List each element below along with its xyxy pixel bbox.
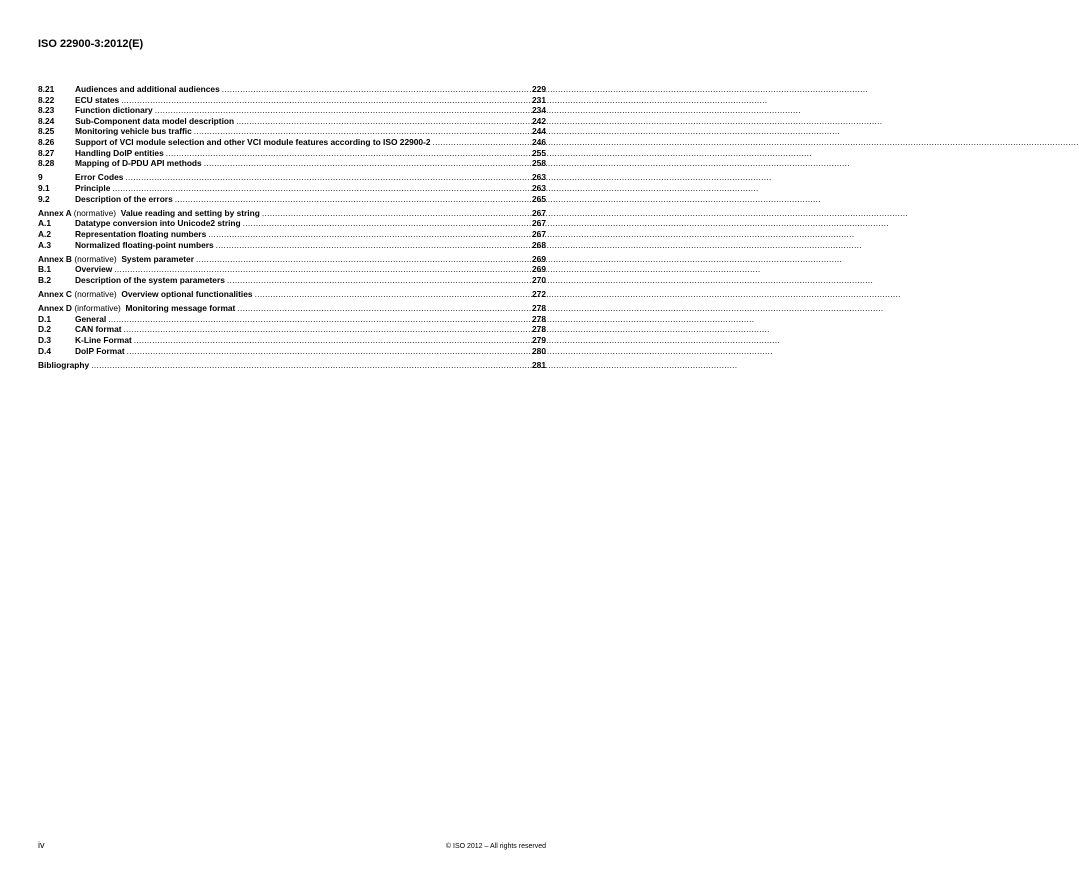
toc-entry[interactable] (38, 218, 546, 229)
dot-leader (243, 218, 530, 229)
toc-page-number: 263 (532, 182, 546, 193)
toc-entry-title: General (75, 313, 107, 324)
dot-leader (124, 324, 530, 335)
toc-entry-number: D.3 (38, 335, 52, 346)
toc-entry[interactable] (38, 116, 546, 127)
dot-leader (108, 314, 530, 325)
toc-entry[interactable] (38, 183, 546, 194)
dot-leader (208, 229, 530, 240)
toc-entry-title: Function dictionary (75, 105, 153, 116)
toc-entry-title (38, 289, 253, 300)
toc-entry-number: A.3 (38, 239, 52, 250)
dot-leader (121, 95, 530, 106)
dot-leader (175, 194, 530, 205)
toc-page-number: 231 (532, 94, 546, 105)
toc-entry-title: Principle (75, 182, 111, 193)
toc-entry-title: K-Line Format (75, 335, 132, 346)
toc-page-number: 265 (532, 193, 546, 204)
toc-entry-number: 9 (38, 172, 43, 183)
toc-page-number: 268 (532, 239, 546, 250)
toc-entry-number: D.2 (38, 324, 52, 335)
toc-page-number: 255 (532, 147, 546, 158)
toc-entry-title (38, 360, 89, 371)
dot-leader (216, 240, 530, 251)
toc-entry-number: 8.22 (38, 94, 55, 105)
toc-page-number: 234 (532, 105, 546, 116)
annex-qualifier: (normative) (74, 253, 117, 264)
dot-leader (194, 126, 530, 137)
toc-annex-entry[interactable] (38, 360, 546, 371)
toc-entry[interactable] (38, 158, 546, 169)
toc-entry-number: A.2 (38, 228, 52, 239)
toc-entry[interactable] (38, 240, 546, 251)
dot-leader (125, 172, 530, 183)
annex-label: Bibliography (38, 359, 90, 370)
toc-group (38, 303, 546, 356)
toc-page-number: 272 (532, 289, 546, 300)
toc-page-number: 242 (532, 115, 546, 126)
toc-entry-number: B.1 (38, 264, 52, 275)
annex-label: Annex C (38, 289, 72, 300)
toc-group (38, 289, 546, 300)
dot-leader (204, 158, 530, 169)
toc-entry-title: Handling DoIP entities (75, 147, 164, 158)
dot-leader (237, 303, 530, 314)
toc-entry[interactable] (38, 84, 546, 95)
dot-leader (166, 148, 530, 159)
toc-page-number: 278 (532, 324, 546, 335)
toc-group (38, 254, 546, 286)
toc-entry-number: D.1 (38, 313, 52, 324)
toc-entry-number: 8.24 (38, 115, 55, 126)
toc-page-number: 263 (532, 172, 546, 183)
toc-page-number: 278 (532, 313, 546, 324)
toc-entry-title: Description of the errors (75, 193, 173, 204)
dot-leader (196, 254, 530, 265)
toc-entry[interactable] (38, 126, 546, 137)
toc-entry-number: 8.23 (38, 105, 55, 116)
annex-title: Monitoring message format (125, 303, 236, 314)
dot-leader (127, 346, 530, 357)
toc-page-number: 269 (532, 253, 546, 264)
toc-entry-title (38, 303, 235, 314)
toc-page-number: 280 (532, 345, 546, 356)
toc-entry-title: DoIP Format (75, 345, 125, 356)
annex-label: Annex A (38, 207, 72, 218)
table-of-contents (38, 84, 546, 374)
toc-page-number: 246 (532, 136, 546, 147)
toc-entry-number: 8.27 (38, 147, 55, 158)
toc-entry-title: Error Codes (75, 172, 124, 183)
toc-entry-title: ECU states (75, 94, 120, 105)
annex-title: Overview optional functionalities (121, 289, 253, 300)
toc-entry-title: Monitoring vehicle bus traffic (75, 126, 192, 137)
annex-title: System parameter (121, 253, 194, 264)
toc-page-number: 267 (532, 228, 546, 239)
toc-group (38, 172, 546, 204)
annex-label: Annex B (38, 253, 72, 264)
dot-leader (255, 289, 530, 300)
toc-entry-title (38, 254, 194, 265)
toc-entry[interactable] (38, 172, 546, 183)
toc-entry-title: Mapping of D-PDU API methods (75, 158, 202, 169)
toc-page-number: 278 (532, 303, 546, 314)
toc-entry[interactable] (38, 346, 546, 357)
toc-entry-number: 9.1 (38, 182, 50, 193)
annex-title: Value reading and setting by string (120, 207, 260, 218)
toc-annex-entry[interactable] (38, 303, 546, 314)
dot-leader (227, 275, 530, 286)
toc-entry-number: 9.2 (38, 193, 50, 204)
toc-page-number: 270 (532, 274, 546, 285)
toc-entry[interactable] (38, 275, 546, 286)
toc-entry[interactable] (38, 229, 546, 240)
dot-leader (222, 84, 530, 95)
toc-entry[interactable] (38, 324, 546, 335)
toc-entry-number: 8.28 (38, 158, 55, 169)
toc-annex-entry[interactable] (38, 208, 546, 219)
toc-entry-number: 8.21 (38, 84, 55, 94)
toc-entry[interactable] (38, 194, 546, 205)
dot-leader (112, 183, 530, 194)
annex-qualifier: (informative) (74, 303, 121, 314)
toc-page-number: 244 (532, 126, 546, 137)
annex-qualifier: (normative) (73, 207, 117, 218)
footer-page-number: iv (38, 840, 45, 850)
toc-entry[interactable] (38, 137, 546, 148)
toc-entry-number: A.1 (38, 218, 52, 229)
toc-page-number: 281 (532, 359, 546, 370)
toc-entry-title: Description of the system parameters (75, 274, 225, 285)
toc-annex-entry[interactable] (38, 289, 546, 300)
toc-entry[interactable] (38, 314, 546, 325)
dot-leader (114, 264, 530, 275)
toc-entry[interactable] (38, 105, 546, 116)
dot-leader (134, 335, 530, 346)
toc-group (38, 360, 546, 371)
toc-entry-number: 8.26 (38, 136, 55, 147)
toc-entry[interactable] (38, 148, 546, 159)
toc-entry[interactable] (38, 264, 546, 275)
toc-entry-title: Sub-Component data model description (75, 115, 235, 126)
toc-entry-title: CAN format (75, 324, 122, 335)
page-footer (38, 840, 546, 850)
toc-entry[interactable] (38, 95, 546, 106)
toc-page-number: 229 (532, 84, 546, 94)
footer-copyright: © ISO 2012 – All rights reserved (445, 843, 546, 850)
toc-page-number: 269 (532, 264, 546, 275)
toc-entry-number: 8.25 (38, 126, 55, 137)
dot-leader (262, 208, 530, 219)
document-id-header: ISO 22900-3:2012(E) (38, 38, 144, 50)
toc-entry-title: Audiences and additional audiences (75, 84, 220, 94)
toc-entry[interactable] (38, 335, 546, 346)
toc-entry-title: Datatype conversion into Unicode2 string (75, 218, 241, 229)
dot-leader (91, 360, 530, 371)
dot-leader (433, 137, 530, 148)
toc-group (38, 84, 546, 169)
toc-group (38, 208, 546, 250)
toc-entry-title: Representation floating numbers (75, 228, 207, 239)
toc-entry-number: D.4 (38, 345, 52, 356)
annex-qualifier: (normative) (74, 289, 117, 300)
toc-entry-title: Normalized floating-point numbers (75, 239, 214, 250)
toc-entry-title (38, 208, 260, 219)
dot-leader (155, 105, 530, 116)
toc-page-number: 258 (532, 158, 546, 169)
toc-page-number: 267 (532, 218, 546, 229)
annex-label: Annex D (38, 303, 72, 314)
toc-page-number: 267 (532, 207, 546, 218)
toc-page-number: 279 (532, 335, 546, 346)
toc-annex-entry[interactable] (38, 254, 546, 265)
toc-entry-number: B.2 (38, 274, 52, 285)
toc-entry-title: Overview (75, 264, 113, 275)
toc-entry-title: Support of VCI module selection and other VCI module features according to ISO 22900-2 (75, 136, 431, 147)
dot-leader (236, 116, 530, 127)
